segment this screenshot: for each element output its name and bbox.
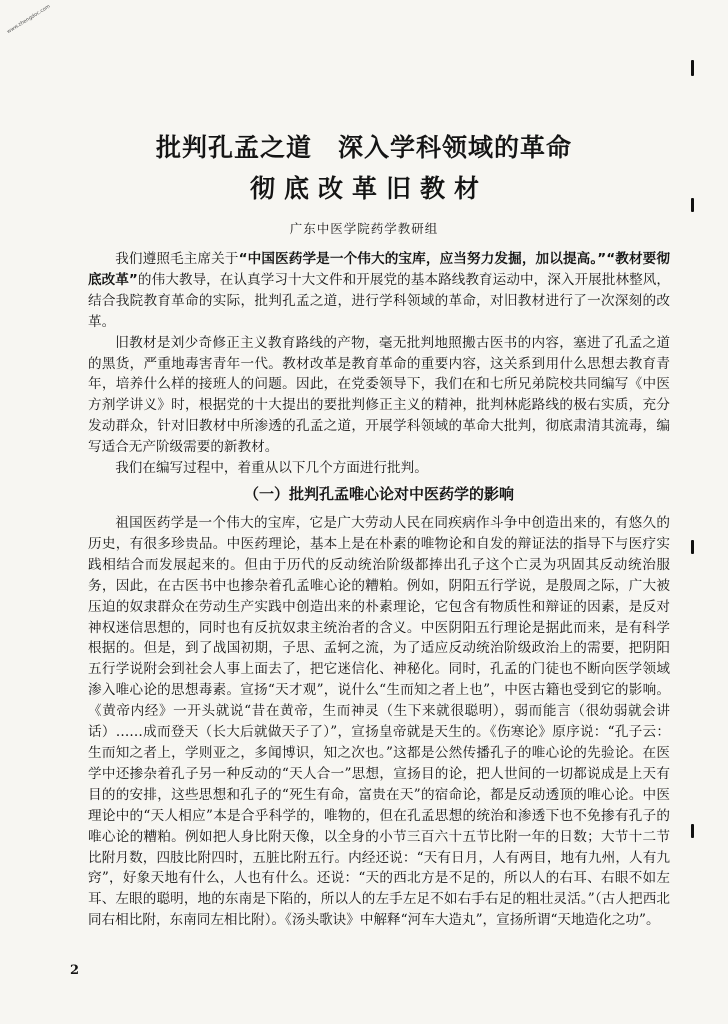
intro-p1-lead: 我们遵照毛主席关于 bbox=[115, 251, 239, 267]
margin-mark bbox=[691, 60, 694, 76]
intro-paragraph-3: 我们在编写过程中，着重从以下几个方面进行批判。 bbox=[115, 460, 428, 477]
article-title-line1: 批判孔孟之道 深入学科领域的革命 bbox=[155, 133, 572, 162]
intro-text bbox=[88, 249, 670, 479]
intro-p1-rest: 的伟大教导，在认真学习十大文件和开展党的基本路线教育运动中，深入开展批林整风，结合我院教育革命的实际，批判孔孟之道，进行学科领域的革命，对旧教材进行了一次深刻的改革。 bbox=[88, 271, 671, 330]
intro-paragraph-1 bbox=[88, 249, 670, 333]
margin-mark bbox=[691, 540, 694, 554]
intro-paragraph-2: 旧教材是刘少奇修正主义教育路线的产物，毫无批判地照搬古医书的内容，塞进了孔孟之道的黑货，严重地毒害青年一代。教材改革是教育革命的重要内容，这关系到用什么思想去教育青年，培养什么样的接班人的问题。因此，在党委领导下，我们在和七所兄弟院校共同编写《中医方剂学讲义》时，根据党的十大提出的要批判修正主义的精神，批判林彪路线的极右实质，充分发动群众，针对旧教材中所渗透的孔孟之道，开展学科领域的革命大批判，彻底肃清其流毒，编写适合无产阶级需要的新教材。 bbox=[88, 334, 670, 456]
section-paragraph-1: 祖国医药学是一个伟大的宝库，它是广大劳动人民在同疾病作斗争中创造出来的，有悠久的历史，有很多珍贵品。中医药理论，基本上是在朴素的唯物论和自发的辩证法的指导下与医疗实践相结合而发展起来的。但由于历代的反动统治阶级都捧出孔子这个亡灵为巩固其反动统治服务，因此，在古医书中也掺杂着孔孟唯心论的糟粕。例如，阴阳五行学说，是殷周之际，广大被压迫的奴隶群众在劳动生产实践中创造出来的朴素理论，它包含有物质性和辩证的因素，是反对神权迷信思想的，同时也有反抗奴隶主统治者的含义。中医阴阳五行理论是据此而来，是有科学根据的。但是，到了战国初期，子思、孟轲之流，为了适应反动统治阶级政治上的需要，把阴阳五行学说附会到社会人事上面去了，把它迷信化、神秘化。同时，孔孟的门徒也不断向医学领域渗入唯心论的思想毒素。宣扬“天才观”，说什么“生而知之者上也”，中医古籍也受到它的影响。《黄帝内经》一开头就说“昔在黄帝，生而神灵（生下来就很聪明），弱而能言（很幼弱就会讲话）……成而登天（长大后就做天子了）”，宣扬皇帝就是天生的。《伤寒论》原序说：“孔子云：生而知之者上，学则亚之，多闻博识，知之次也。”这都是公然传播孔子的唯心论的先验论。在医学中还掺杂着孔子另一种反动的“天人合一”思想，宣扬目的论，把人世间的一切都说成是上天有目的的安排，这些思想和孔子的“死生有命，富贵在天”的宿命论，都是反动透顶的唯心论。中医理论中的“天人相应”本是合乎科学的，唯物的，但在孔孟思想的统治和渗透下也不免掺有孔子的唯心论的糟粕。例如把人身比附天像，以全身的小节三百六十五节比附一年的日数；大节十二节比附月数，四肢比附四时，五脏比附五行。内经还说：“天有日月，人有两目，地有九州，人有九窍”，好象天地有什么，人也有什么。还说：“天的西北方是不足的，所以人的右耳、右眼不如左耳、左眼的聪明，地的东南是下陷的，所以人的左手左足不如右手右足的粗壮灵活。”（古人把西北同右相比附，东南同左相比附）。《汤头歌诀》中解释“河车大造丸”，宣扬所谓“天地造化之功”。 bbox=[88, 515, 670, 929]
watermark: www.zhengdoc.com bbox=[6, 3, 52, 36]
article-title-line2: 彻底改革旧教材 bbox=[249, 174, 488, 203]
author-line: 广东中医学院药学教研组 bbox=[289, 221, 439, 236]
section-heading: （一）批判孔孟唯心论对中医药学的影响 bbox=[243, 485, 514, 503]
section-text bbox=[88, 513, 670, 931]
margin-mark bbox=[691, 824, 694, 838]
mao-quotation: “中国医药学是一个伟大的宝库，应当努力发掘，加以提高。”“教材要彻底改革” bbox=[88, 251, 670, 288]
page-number: 2 bbox=[70, 963, 80, 978]
